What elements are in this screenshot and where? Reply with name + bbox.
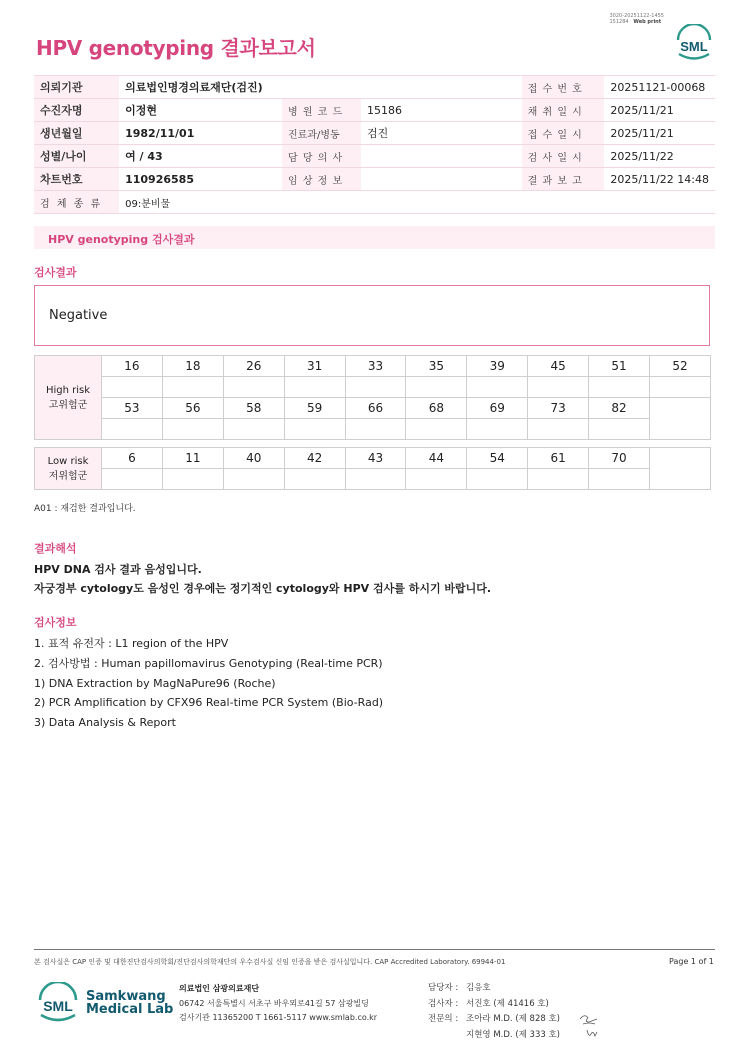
result-cell xyxy=(345,377,406,398)
result-box xyxy=(34,285,710,346)
label-patient-name: 수진자명 xyxy=(34,99,119,122)
result-cell xyxy=(345,419,406,440)
page-title: HPV genotyping 결과보고서 xyxy=(36,36,316,60)
empty-cell xyxy=(650,398,711,440)
interpretation-heading: 결과해석 xyxy=(34,542,77,555)
result-cell xyxy=(406,469,467,490)
test-info-line: 3) Data Analysis & Report xyxy=(34,716,176,730)
staff-role: 검사자 : xyxy=(428,998,459,1009)
label-sex-age: 성별/나이 xyxy=(34,145,119,168)
section-title: HPV genotyping 검사결과 xyxy=(34,226,715,249)
result-cell xyxy=(162,377,223,398)
test-info-line: 1) DNA Extraction by MagNaPure96 (Roche) xyxy=(34,676,276,690)
logo-text: SML xyxy=(43,998,73,1014)
empty-cell xyxy=(282,76,361,99)
high-risk-result-row xyxy=(35,419,711,440)
org-contact: 검사기관 11365200 T 1661-5117 www.smlab.co.kr xyxy=(179,1013,378,1022)
genotype-54: 54 xyxy=(467,448,528,469)
result-cell xyxy=(284,419,345,440)
genotype-39: 39 xyxy=(467,356,528,377)
low-risk-result-row xyxy=(35,469,711,490)
result-cell xyxy=(406,419,467,440)
brand-name xyxy=(86,990,173,1016)
high-risk-label-en: High risk xyxy=(45,384,91,396)
empty-cell xyxy=(282,191,361,214)
result-cell xyxy=(528,377,589,398)
genotype-66: 66 xyxy=(345,398,406,419)
value-patient-name: 이정현 xyxy=(119,99,282,122)
test-info-line: 2) PCR Amplification by CFX96 Real-time PCR System (Bio-Rad) xyxy=(34,696,384,710)
value-specimen-type: 09:분비물 xyxy=(119,191,282,214)
value-birth-date: 1982/11/01 xyxy=(119,122,282,145)
test-info-heading: 검사정보 xyxy=(34,616,77,629)
genotype-53: 53 xyxy=(102,398,163,419)
label-hospital-code: 병 원 코 드 xyxy=(282,99,361,122)
genotype-61: 61 xyxy=(528,448,589,469)
test-info-list xyxy=(34,634,383,733)
high-risk-result-row xyxy=(35,377,711,398)
label-report-date: 결 과 보 고 xyxy=(522,168,605,191)
patient-info-table xyxy=(34,75,715,214)
print-meta xyxy=(609,13,664,25)
label-clinical-info: 임 상 정 보 xyxy=(282,168,361,191)
low-risk-label-en: Low risk xyxy=(47,455,89,467)
staff-row xyxy=(428,981,560,997)
staff-role: 담당자 : xyxy=(428,983,459,993)
test-info-line: 1. 표적 유전자 : L1 region of the HPV xyxy=(34,637,229,650)
org-info xyxy=(179,982,377,1026)
result-cell xyxy=(406,377,467,398)
result-cell xyxy=(102,419,163,440)
genotype-44: 44 xyxy=(406,448,467,469)
info-row xyxy=(34,76,715,99)
info-row xyxy=(34,145,715,168)
label-department: 진료과/병동 xyxy=(282,122,361,145)
value-receipt-date: 2025/11/21 xyxy=(604,122,715,145)
sml-logo xyxy=(674,24,714,64)
high-risk-label xyxy=(35,356,102,440)
staff-row xyxy=(428,997,560,1013)
empty-cell xyxy=(604,191,715,214)
genotype-45: 45 xyxy=(528,356,589,377)
signature-icon xyxy=(577,1010,607,1040)
result-value: Negative xyxy=(49,308,108,323)
brand-line: Samkwang xyxy=(86,989,166,1004)
label-specimen-type: 검 체 종 류 xyxy=(34,191,119,214)
result-cell xyxy=(284,377,345,398)
low-risk-row xyxy=(35,448,711,469)
result-heading: 검사결과 xyxy=(34,266,77,279)
print-meta-line2 xyxy=(609,19,664,25)
value-hospital-code: 15186 xyxy=(361,99,522,122)
value-receipt-no: 20251121-00068 xyxy=(604,76,715,99)
result-cell xyxy=(528,419,589,440)
result-cell xyxy=(589,419,650,440)
high-risk-row xyxy=(35,398,711,419)
value-requesting-org: 의료법인명경의료재단(검진) xyxy=(119,76,282,99)
genotype-51: 51 xyxy=(589,356,650,377)
genotype-56: 56 xyxy=(162,398,223,419)
label-collection-date: 채 취 일 시 xyxy=(522,99,605,122)
empty-cell xyxy=(361,76,522,99)
high-risk-label-ko: 고위험군 xyxy=(48,399,88,411)
staff-name: 서진호 (제 41416 호) xyxy=(466,998,549,1009)
result-cell xyxy=(467,469,528,490)
low-risk-label xyxy=(35,448,102,490)
genotype-31: 31 xyxy=(284,356,345,377)
staff-name: 지현영 M.D. (제 333 호) xyxy=(466,1029,561,1040)
low-risk-table xyxy=(34,447,711,490)
staff-name: 김응호 xyxy=(466,983,491,993)
result-cell xyxy=(102,377,163,398)
print-code: 151284 xyxy=(609,19,629,25)
value-clinical-info xyxy=(361,168,522,191)
print-mode: Web print xyxy=(633,19,662,25)
org-address: 06742 서울특별시 서초구 바우뫼로41길 57 삼광빌딩 xyxy=(179,998,369,1008)
genotype-18: 18 xyxy=(162,356,223,377)
value-test-date: 2025/11/22 xyxy=(604,145,715,168)
interpretation-line: 자궁경부 cytology도 음성인 경우에는 정기적인 cytology와 HPV 검사를 하시기 바랍니다. xyxy=(34,582,492,595)
result-cell xyxy=(284,469,345,490)
staff-role: 전문의 : xyxy=(428,1014,459,1024)
staff-row xyxy=(428,1012,560,1028)
label-receipt-no: 접 수 번 호 xyxy=(522,76,605,99)
genotype-35: 35 xyxy=(406,356,467,377)
print-id: 3020-20251122-1455 xyxy=(609,13,664,19)
result-cell xyxy=(467,419,528,440)
label-receipt-date: 접 수 일 시 xyxy=(522,122,605,145)
result-cell xyxy=(223,469,284,490)
result-cell xyxy=(223,377,284,398)
genotype-52: 52 xyxy=(650,356,711,377)
staff-row xyxy=(428,1028,560,1044)
empty-cell xyxy=(522,191,605,214)
result-cell xyxy=(102,469,163,490)
page-number: Page 1 of 1 xyxy=(669,957,714,966)
genotype-11: 11 xyxy=(162,448,223,469)
label-chart-no: 차트번호 xyxy=(34,168,119,191)
result-cell xyxy=(162,469,223,490)
result-cell xyxy=(467,377,528,398)
staff-role xyxy=(428,1028,466,1044)
low-risk-label-ko: 저위험군 xyxy=(48,470,88,482)
sml-footer-logo xyxy=(36,982,80,1026)
brand-line: Medical Lab xyxy=(86,1002,174,1017)
genotype-33: 33 xyxy=(345,356,406,377)
result-cell xyxy=(589,469,650,490)
value-collection-date: 2025/11/21 xyxy=(604,99,715,122)
info-row xyxy=(34,191,715,214)
logo-text: SML xyxy=(680,39,708,54)
label-birth-date: 생년월일 xyxy=(34,122,119,145)
high-risk-row xyxy=(35,356,711,377)
empty-cell xyxy=(361,191,522,214)
value-sex-age: 여 / 43 xyxy=(119,145,282,168)
staff-list xyxy=(428,981,560,1043)
genotype-68: 68 xyxy=(406,398,467,419)
high-risk-table xyxy=(34,355,711,440)
result-cell xyxy=(650,377,711,398)
genotype-70: 70 xyxy=(589,448,650,469)
info-row xyxy=(34,99,715,122)
retest-note: A01 : 재검한 결과입니다. xyxy=(34,504,136,514)
label-physician: 담 당 의 사 xyxy=(282,145,361,168)
genotype-42: 42 xyxy=(284,448,345,469)
genotype-59: 59 xyxy=(284,398,345,419)
result-cell xyxy=(223,419,284,440)
value-department: 검진 xyxy=(361,122,522,145)
genotype-73: 73 xyxy=(528,398,589,419)
certification-note: 본 검사실은 CAP 인증 및 대한진단검사의학회/진단검사의학재단의 우수검사실 신임 인증을 받은 검사실입니다. CAP Accredited Laboratory. 69944-01 xyxy=(34,958,506,966)
label-test-date: 검 사 일 시 xyxy=(522,145,605,168)
test-info-line: 2. 검사방법 : Human papillomavirus Genotyping (Real-time PCR) xyxy=(34,656,383,670)
genotype-43: 43 xyxy=(345,448,406,469)
result-cell xyxy=(528,469,589,490)
info-row xyxy=(34,168,715,191)
result-cell xyxy=(345,469,406,490)
genotype-58: 58 xyxy=(223,398,284,419)
genotype-6: 6 xyxy=(102,448,163,469)
result-cell xyxy=(162,419,223,440)
genotype-26: 26 xyxy=(223,356,284,377)
interpretation-line: HPV DNA 검사 결과 음성입니다. xyxy=(34,563,202,576)
value-chart-no: 110926585 xyxy=(119,168,282,191)
staff-name: 조아라 M.D. (제 828 호) xyxy=(466,1014,561,1024)
result-cell xyxy=(589,377,650,398)
info-row xyxy=(34,122,715,145)
genotype-40: 40 xyxy=(223,448,284,469)
value-report-date: 2025/11/22 14:48 xyxy=(604,168,715,191)
empty-cell xyxy=(650,448,711,490)
genotype-16: 16 xyxy=(102,356,163,377)
footer-divider xyxy=(34,949,715,950)
label-requesting-org: 의뢰기관 xyxy=(34,76,119,99)
org-name: 의료법인 삼광의료재단 xyxy=(179,984,260,993)
genotype-69: 69 xyxy=(467,398,528,419)
genotype-82: 82 xyxy=(589,398,650,419)
value-physician xyxy=(361,145,522,168)
